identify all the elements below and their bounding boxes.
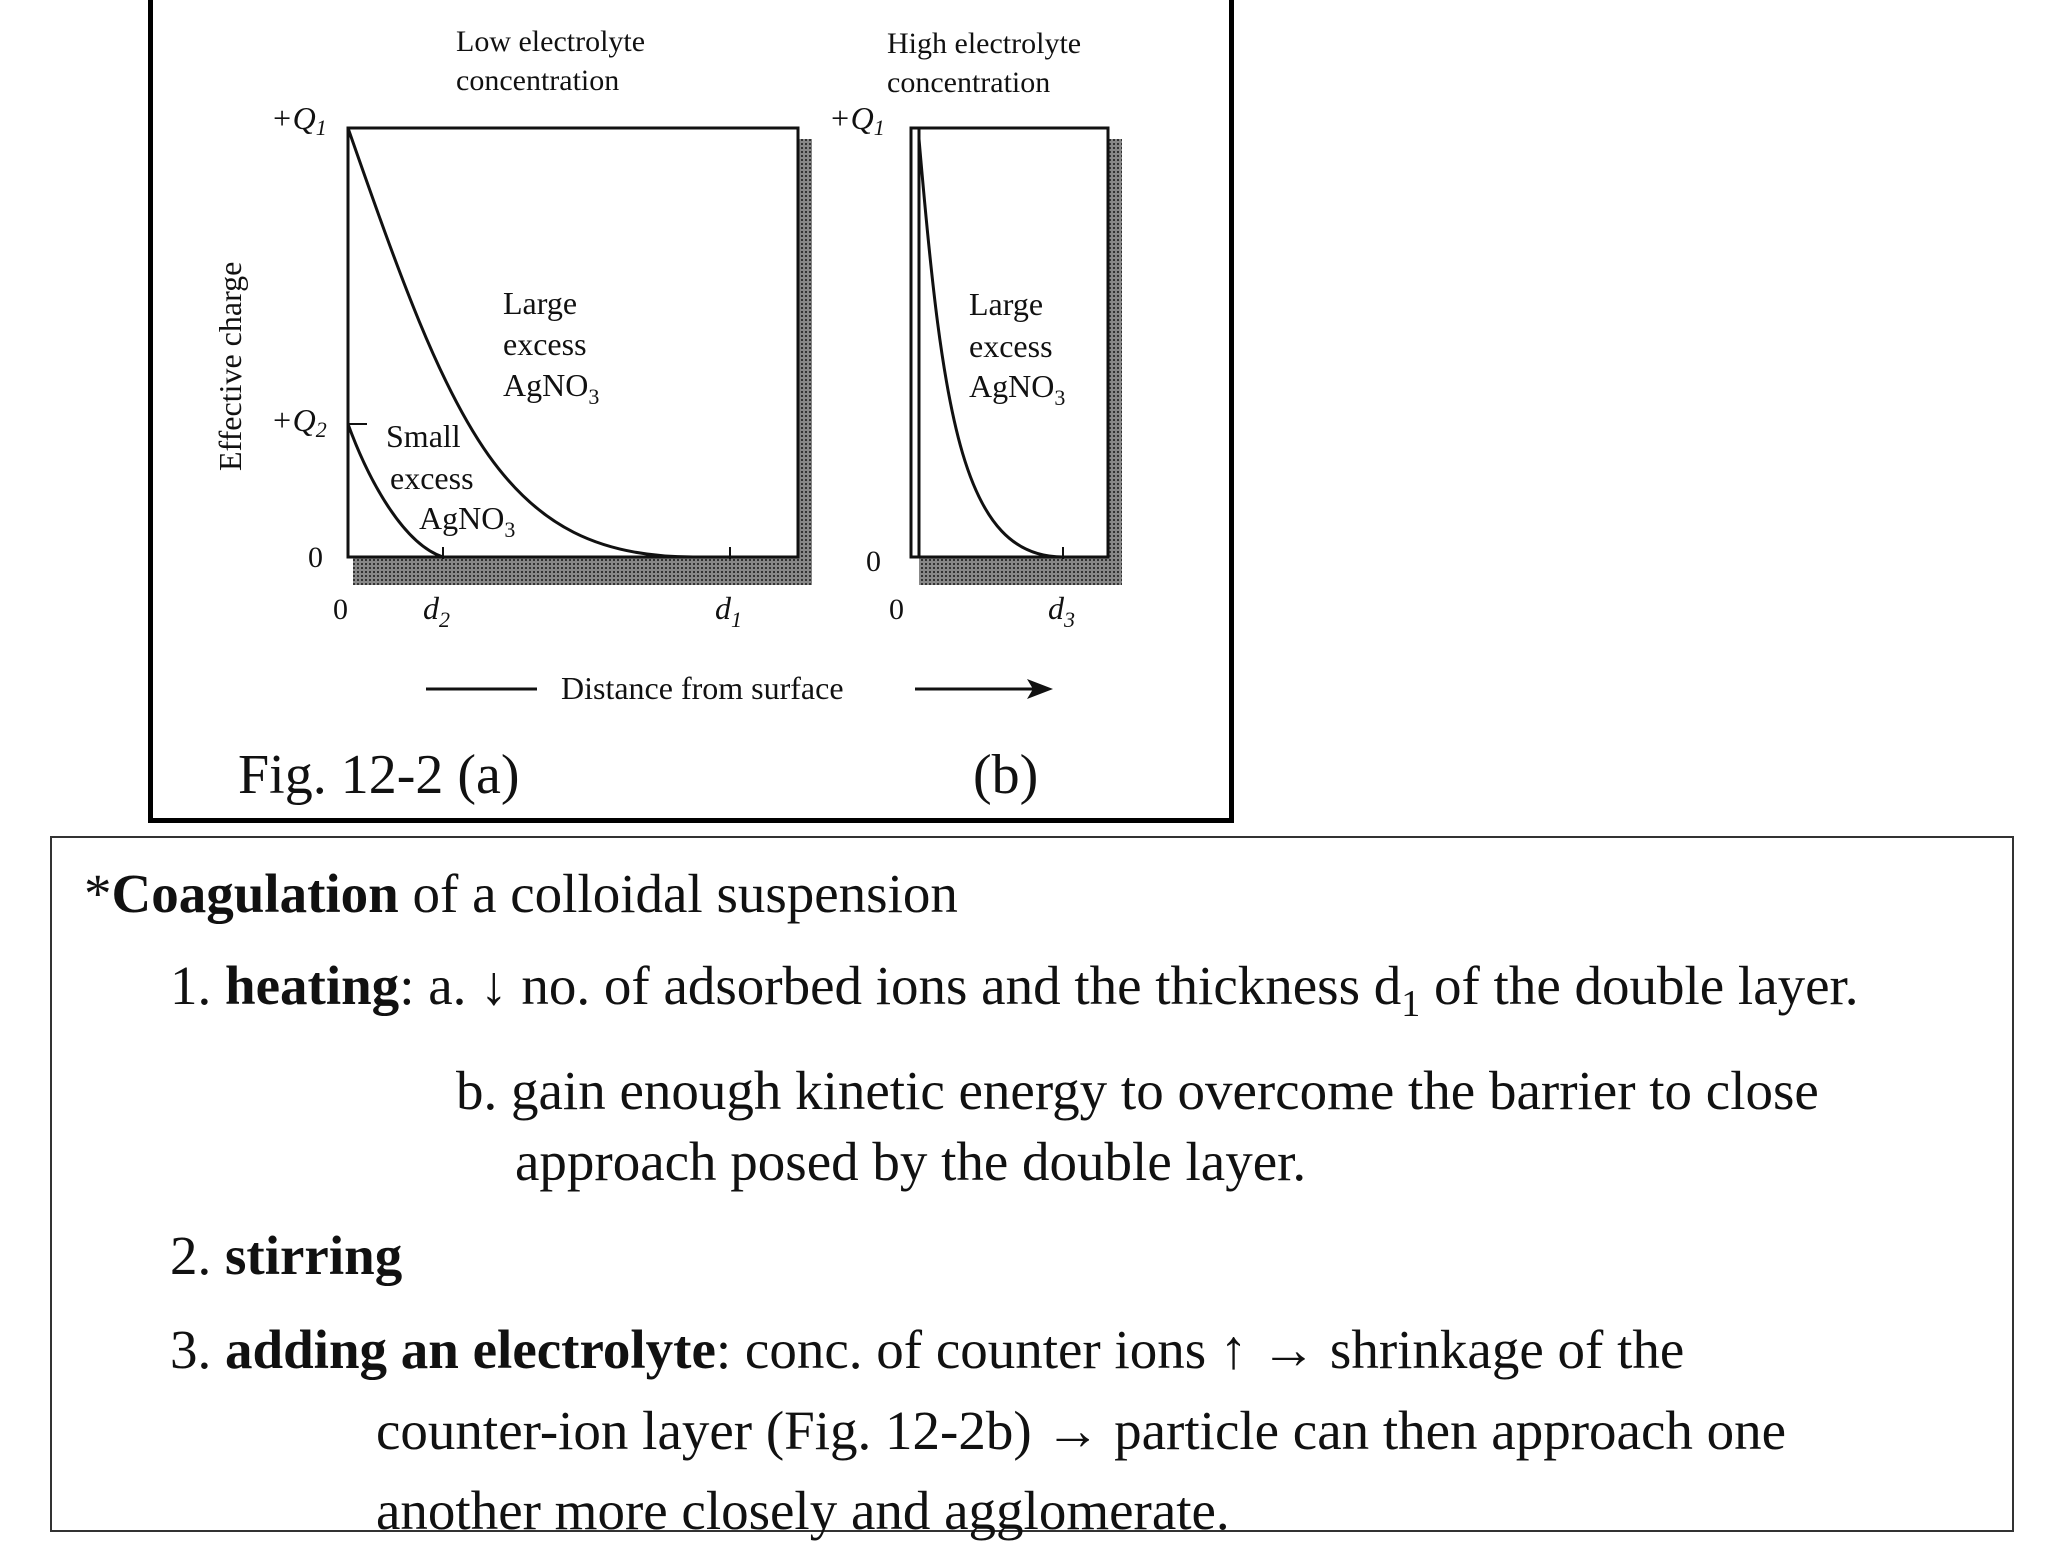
notes-box [50,836,2014,1541]
panel-b-shadow-bottom [919,557,1122,585]
panel-b-large-label-1: Large [969,286,1044,322]
panel-b-large-label-3: AgNO$_3$ [969,368,1066,410]
panel-a-y-zero-label: 0 [308,541,323,574]
panel-a-small-label-3: AgNO$_3$ [419,500,516,542]
item-1b-line-2: approach posed by the double layer. [515,1131,1307,1192]
item-1b-line-1: b. gain enough kinetic energy to overcome the barrier to close [456,1060,1819,1121]
panel-b-x-d3-label: $d_3$ [1048,590,1075,632]
panel-a-shadow-bottom [353,557,812,585]
item-1-line: 1. heating: a. ↓ no. of adsorbed ions and the thickness $d_1$ of the double layer. [170,955,1859,1025]
panel-a-y-mid-label: +Q2 [271,402,327,442]
panel-a-title-line1: Low electrolyte [456,25,646,58]
panel-a-y-top-label: +Q1 [271,100,327,140]
figure-caption-a: Fig. 12-2 (a) [238,744,520,806]
panel-a-title-line2: concentration [456,64,620,97]
notes-title: *Coagulation of a colloidal suspension [84,863,958,924]
panel-a-x-d2-label: $d_2$ [423,590,450,632]
double-layer-figure [153,0,1229,739]
panel-b-shadow-right [1108,139,1122,584]
panel-a-small-label-1: Small [386,418,461,454]
panel-a-large-label-1: Large [503,285,578,321]
x-axis-label: Distance from surface [561,670,844,706]
panel-a-small-label-2: excess [390,460,474,496]
figure-frame [148,0,1234,823]
item-3-line-2: counter-ion layer (Fig. 12-2b) → particle can then approach one [376,1400,1787,1461]
panel-a-x-zero-label: 0 [333,593,348,626]
panel-a-large-label-3: AgNO$_3$ [503,367,600,409]
panel-a-shadow-right [798,139,812,584]
panel-b-y-zero-label: 0 [866,545,881,578]
panel-b-y-top-label: +Q1 [829,100,885,140]
y-axis-label: Effective charge [212,261,248,471]
panel-b-large-label-2: excess [969,328,1053,364]
panel-b-x-zero-label: 0 [889,593,904,626]
panel-a-large-label-2: excess [503,326,587,362]
figure-caption-b: (b) [973,744,1039,806]
item-2-line: 2. stirring [170,1225,403,1286]
item-3-line-3: another more closely and agglomerate. [376,1480,1230,1541]
item-3-line-1: 3. adding an electrolyte: conc. of counter ions ↑ → shrinkage of the [170,1319,1685,1380]
panel-a-x-d1-label: $d_1$ [715,590,742,632]
panel-b-title-line1: High electrolyte [887,27,1082,60]
panel-b-title-line2: concentration [887,66,1051,99]
